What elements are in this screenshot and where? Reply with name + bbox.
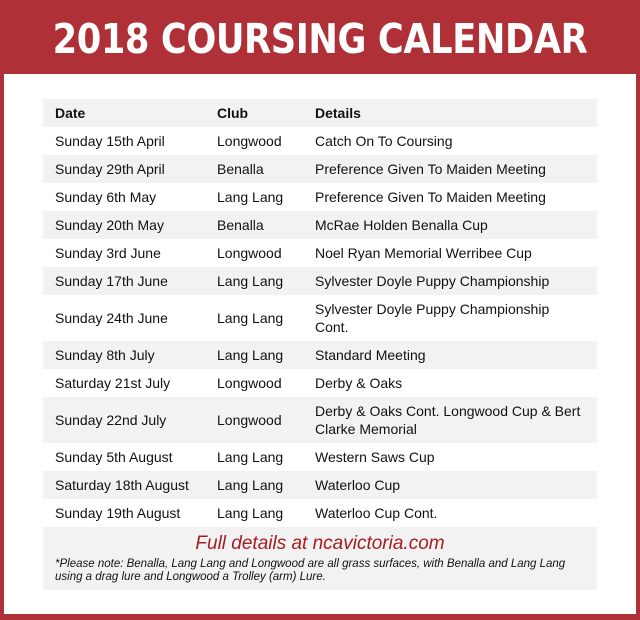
cell-date: Sunday 17th June xyxy=(55,273,168,289)
table-row xyxy=(43,369,597,397)
cell-details: Preference Given To Maiden Meeting xyxy=(315,161,546,177)
cell-club: Lang Lang xyxy=(217,310,284,326)
calendar-panel xyxy=(4,74,636,614)
table-row xyxy=(43,443,597,471)
cell-club: Lang Lang xyxy=(217,347,284,363)
cell-club: Lang Lang xyxy=(217,477,284,493)
cell-details: Waterloo Cup xyxy=(315,477,401,493)
table-row xyxy=(43,397,597,443)
cell-details: Catch On To Coursing xyxy=(315,133,453,149)
cell-details: Noel Ryan Memorial Werribee Cup xyxy=(315,245,532,261)
cell-date: Sunday 22nd July xyxy=(55,412,167,428)
cell-date: Sunday 3rd June xyxy=(55,245,161,261)
cell-club: Longwood xyxy=(217,133,282,149)
cell-date: Sunday 19th August xyxy=(55,505,181,521)
cell-club: Lang Lang xyxy=(217,505,284,521)
cell-details: Sylvester Doyle Puppy Championship xyxy=(315,273,550,289)
table-header-row xyxy=(43,99,597,127)
cell-details: Preference Given To Maiden Meeting xyxy=(315,189,546,205)
table-row xyxy=(43,239,597,267)
header-date: Date xyxy=(55,105,86,121)
cell-date: Saturday 21st July xyxy=(55,375,171,391)
table-row xyxy=(43,155,597,183)
cell-club: Lang Lang xyxy=(217,273,284,289)
cell-details: Western Saws Cup xyxy=(315,449,435,465)
table-row xyxy=(43,499,597,527)
cell-date: Sunday 24th June xyxy=(55,310,168,326)
cell-club: Longwood xyxy=(217,245,282,261)
cell-details: McRae Holden Benalla Cup xyxy=(315,217,488,233)
cell-club: Benalla xyxy=(217,217,264,233)
table-row xyxy=(43,341,597,369)
cell-details: Derby & Oaks xyxy=(315,375,403,391)
cell-date: Sunday 8th July xyxy=(55,347,155,363)
cell-club: Lang Lang xyxy=(217,449,284,465)
cell-club: Benalla xyxy=(217,161,264,177)
cell-club: Longwood xyxy=(217,412,282,428)
cell-date: Sunday 15th April xyxy=(55,133,165,149)
page-title: 2018 COURSING CALENDAR xyxy=(52,15,588,63)
footnote: *Please note: Benalla, Lang Lang and Longwood are all grass surfaces, with Benalla and Lang Lang using a drag lure and Longwood a Trolley (arm) Lure. xyxy=(55,558,566,583)
cell-details: Sylvester Doyle Puppy Championship Cont. xyxy=(315,301,550,335)
cell-date: Saturday 18th August xyxy=(55,477,189,493)
cell-details: Derby & Oaks Cont. Longwood Cup & Bert Clarke Memorial xyxy=(315,403,581,437)
calendar-table xyxy=(43,99,597,527)
table-row xyxy=(43,267,597,295)
header-club: Club xyxy=(217,105,249,121)
cell-date: Sunday 29th April xyxy=(55,161,165,177)
table-row xyxy=(43,183,597,211)
cell-details: Waterloo Cup Cont. xyxy=(315,505,438,521)
website-link[interactable]: Full details at ncavictoria.com xyxy=(195,533,445,554)
table-row xyxy=(43,127,597,155)
cell-date: Sunday 20th May xyxy=(55,217,164,233)
cell-club: Longwood xyxy=(217,375,282,391)
table-row xyxy=(43,211,597,239)
table-row xyxy=(43,471,597,499)
header-details: Details xyxy=(315,105,361,121)
cell-date: Sunday 5th August xyxy=(55,449,173,465)
table-row xyxy=(43,295,597,341)
footer xyxy=(43,527,597,590)
cell-details: Standard Meeting xyxy=(315,347,426,363)
cell-date: Sunday 6th May xyxy=(55,189,157,205)
cell-club: Lang Lang xyxy=(217,189,284,205)
